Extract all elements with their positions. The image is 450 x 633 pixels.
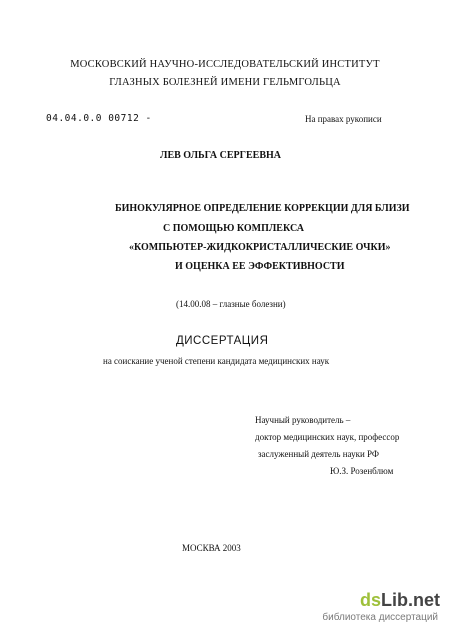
supervisor-title1: доктор медицинских наук, профессор (255, 432, 400, 442)
rights-note: На правах рукописи (305, 114, 382, 124)
institute-name-line1: МОСКОВСКИЙ НАУЧНО-ИССЛЕДОВАТЕЛЬСКИЙ ИНСТИТУТ (70, 59, 380, 70)
dslib-logo-part1: ds (359, 590, 381, 610)
supervisor-label: Научный руководитель – (255, 415, 351, 425)
author-name: ЛЕВ ОЛЬГА СЕРГЕЕВНА (160, 150, 282, 161)
institute-name-line2: ГЛАЗНЫХ БОЛЕЗНЕЙ ИМЕНИ ГЕЛЬМГОЛЬЦА (109, 77, 341, 88)
thesis-title-line1: БИНОКУЛЯРНОЕ ОПРЕДЕЛЕНИЕ КОРРЕКЦИИ ДЛЯ БЛИЗИ (115, 203, 410, 214)
dslib-subtitle: библиотека диссертаций (322, 612, 438, 623)
thesis-title-line2: С ПОМОЩЬЮ КОМПЛЕКСА (163, 223, 304, 234)
thesis-title-line4: И ОЦЕНКА ЕЕ ЭФФЕКТИВНОСТИ (175, 261, 345, 272)
thesis-title-line3: «КОМПЬЮТЕР-ЖИДКОКРИСТАЛЛИЧЕСКИЕ ОЧКИ» (129, 242, 391, 253)
dslib-logo (360, 590, 440, 611)
degree-line: на соискание ученой степени кандидата медицинских наук (103, 356, 330, 366)
registration-code: 04.04.0.0 00712 - (46, 113, 152, 124)
document-type: ДИССЕРТАЦИЯ (176, 335, 269, 347)
place-year: МОСКВА 2003 (182, 543, 241, 553)
supervisor-name: Ю.З. Розенблюм (330, 466, 394, 476)
specialty-code: (14.00.08 – глазные болезни) (176, 299, 286, 309)
supervisor-title2: заслуженный деятель науки РФ (258, 449, 379, 459)
dslib-logo-part2: Lib.net (381, 590, 440, 610)
